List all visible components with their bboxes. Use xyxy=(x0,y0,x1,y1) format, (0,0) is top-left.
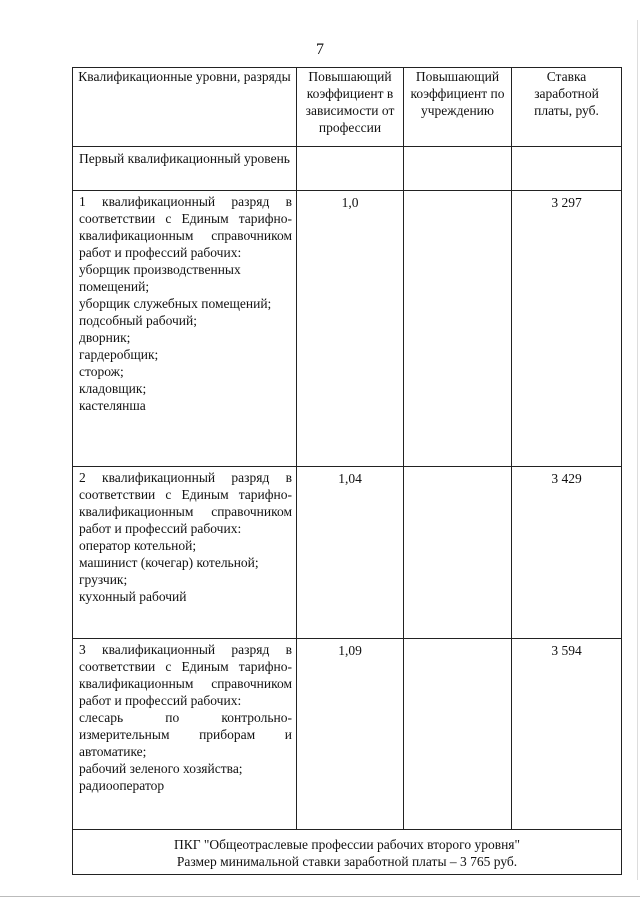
list-item: уборщик производственных помещений; xyxy=(79,262,241,294)
coef-institution-value xyxy=(404,191,512,467)
list-item: гардеробщик; xyxy=(79,347,159,362)
list-item: сторож; xyxy=(79,364,124,379)
salary-rate-value: 3 429 xyxy=(512,467,622,639)
header-coef-institution: Повышающий коэффициент по учреждению xyxy=(404,68,512,147)
row-description xyxy=(73,191,297,467)
footer-row xyxy=(73,830,622,875)
list-item: слесарь по контрольно-измерительным приборам и автоматике; xyxy=(79,710,292,759)
group-row xyxy=(73,147,622,191)
footer-min-rate: Размер минимальной ставки заработной платы – 3 765 руб. xyxy=(176,854,518,869)
list-item: кухонный рабочий xyxy=(79,589,187,604)
salary-table xyxy=(72,67,622,875)
list-item: подсобный рабочий; xyxy=(79,313,197,328)
coef-institution-value xyxy=(404,639,512,830)
list-item: дворник; xyxy=(79,330,131,345)
coef-profession-value: 1,0 xyxy=(297,191,404,467)
coef-profession-value: 1,09 xyxy=(297,639,404,830)
list-item: машинист (кочегар) котельной; xyxy=(79,555,259,570)
list-item: уборщик служебных помещений; xyxy=(79,296,272,311)
row-intro: 2 квалификационный разряд в соответствии с Единым тарифно-квалификационным справочником работ и профессий рабочих: xyxy=(79,470,292,536)
row-intro: 3 квалификационный разряд в соответствии с Единым тарифно-квалификационным справочником работ и профессий рабочих: xyxy=(79,642,292,708)
table-header-row xyxy=(73,68,622,147)
salary-rate-value: 3 594 xyxy=(512,639,622,830)
row-description xyxy=(73,467,297,639)
list-item: кладовщик; xyxy=(79,381,147,396)
scan-divider xyxy=(0,896,640,897)
table-row xyxy=(73,639,622,830)
page-number: 7 xyxy=(316,41,324,58)
header-qualification-levels: Квалификационные уровни, разряды xyxy=(73,68,297,147)
footer-group-title: ПКГ "Общеотраслевые профессии рабочих второго уровня" xyxy=(173,837,521,852)
list-item: оператор котельной; xyxy=(79,538,197,553)
list-item: кастелянша xyxy=(79,398,146,413)
header-salary-rate: Ставка заработной платы, руб. xyxy=(512,68,622,147)
list-item: радиооператор xyxy=(79,778,165,793)
empty-cell xyxy=(512,147,622,191)
coef-institution-value xyxy=(404,467,512,639)
row-intro: 1 квалификационный разряд в соответствии с Единым тарифно-квалификационным справочником работ и профессий рабочих: xyxy=(79,194,292,260)
table-row xyxy=(73,191,622,467)
list-item: грузчик; xyxy=(79,572,128,587)
footer-cell xyxy=(73,830,622,875)
header-coef-profession: Повышающий коэффициент в зависимости от профессии xyxy=(297,68,404,147)
empty-cell xyxy=(404,147,512,191)
coef-profession-value: 1,04 xyxy=(297,467,404,639)
salary-rate-value: 3 297 xyxy=(512,191,622,467)
empty-cell xyxy=(297,147,404,191)
list-item: рабочий зеленого хозяйства; xyxy=(79,761,243,776)
scan-edge-line xyxy=(637,20,638,880)
group-title: Первый квалификационный уровень xyxy=(73,147,297,191)
table-row xyxy=(73,467,622,639)
row-description xyxy=(73,639,297,830)
